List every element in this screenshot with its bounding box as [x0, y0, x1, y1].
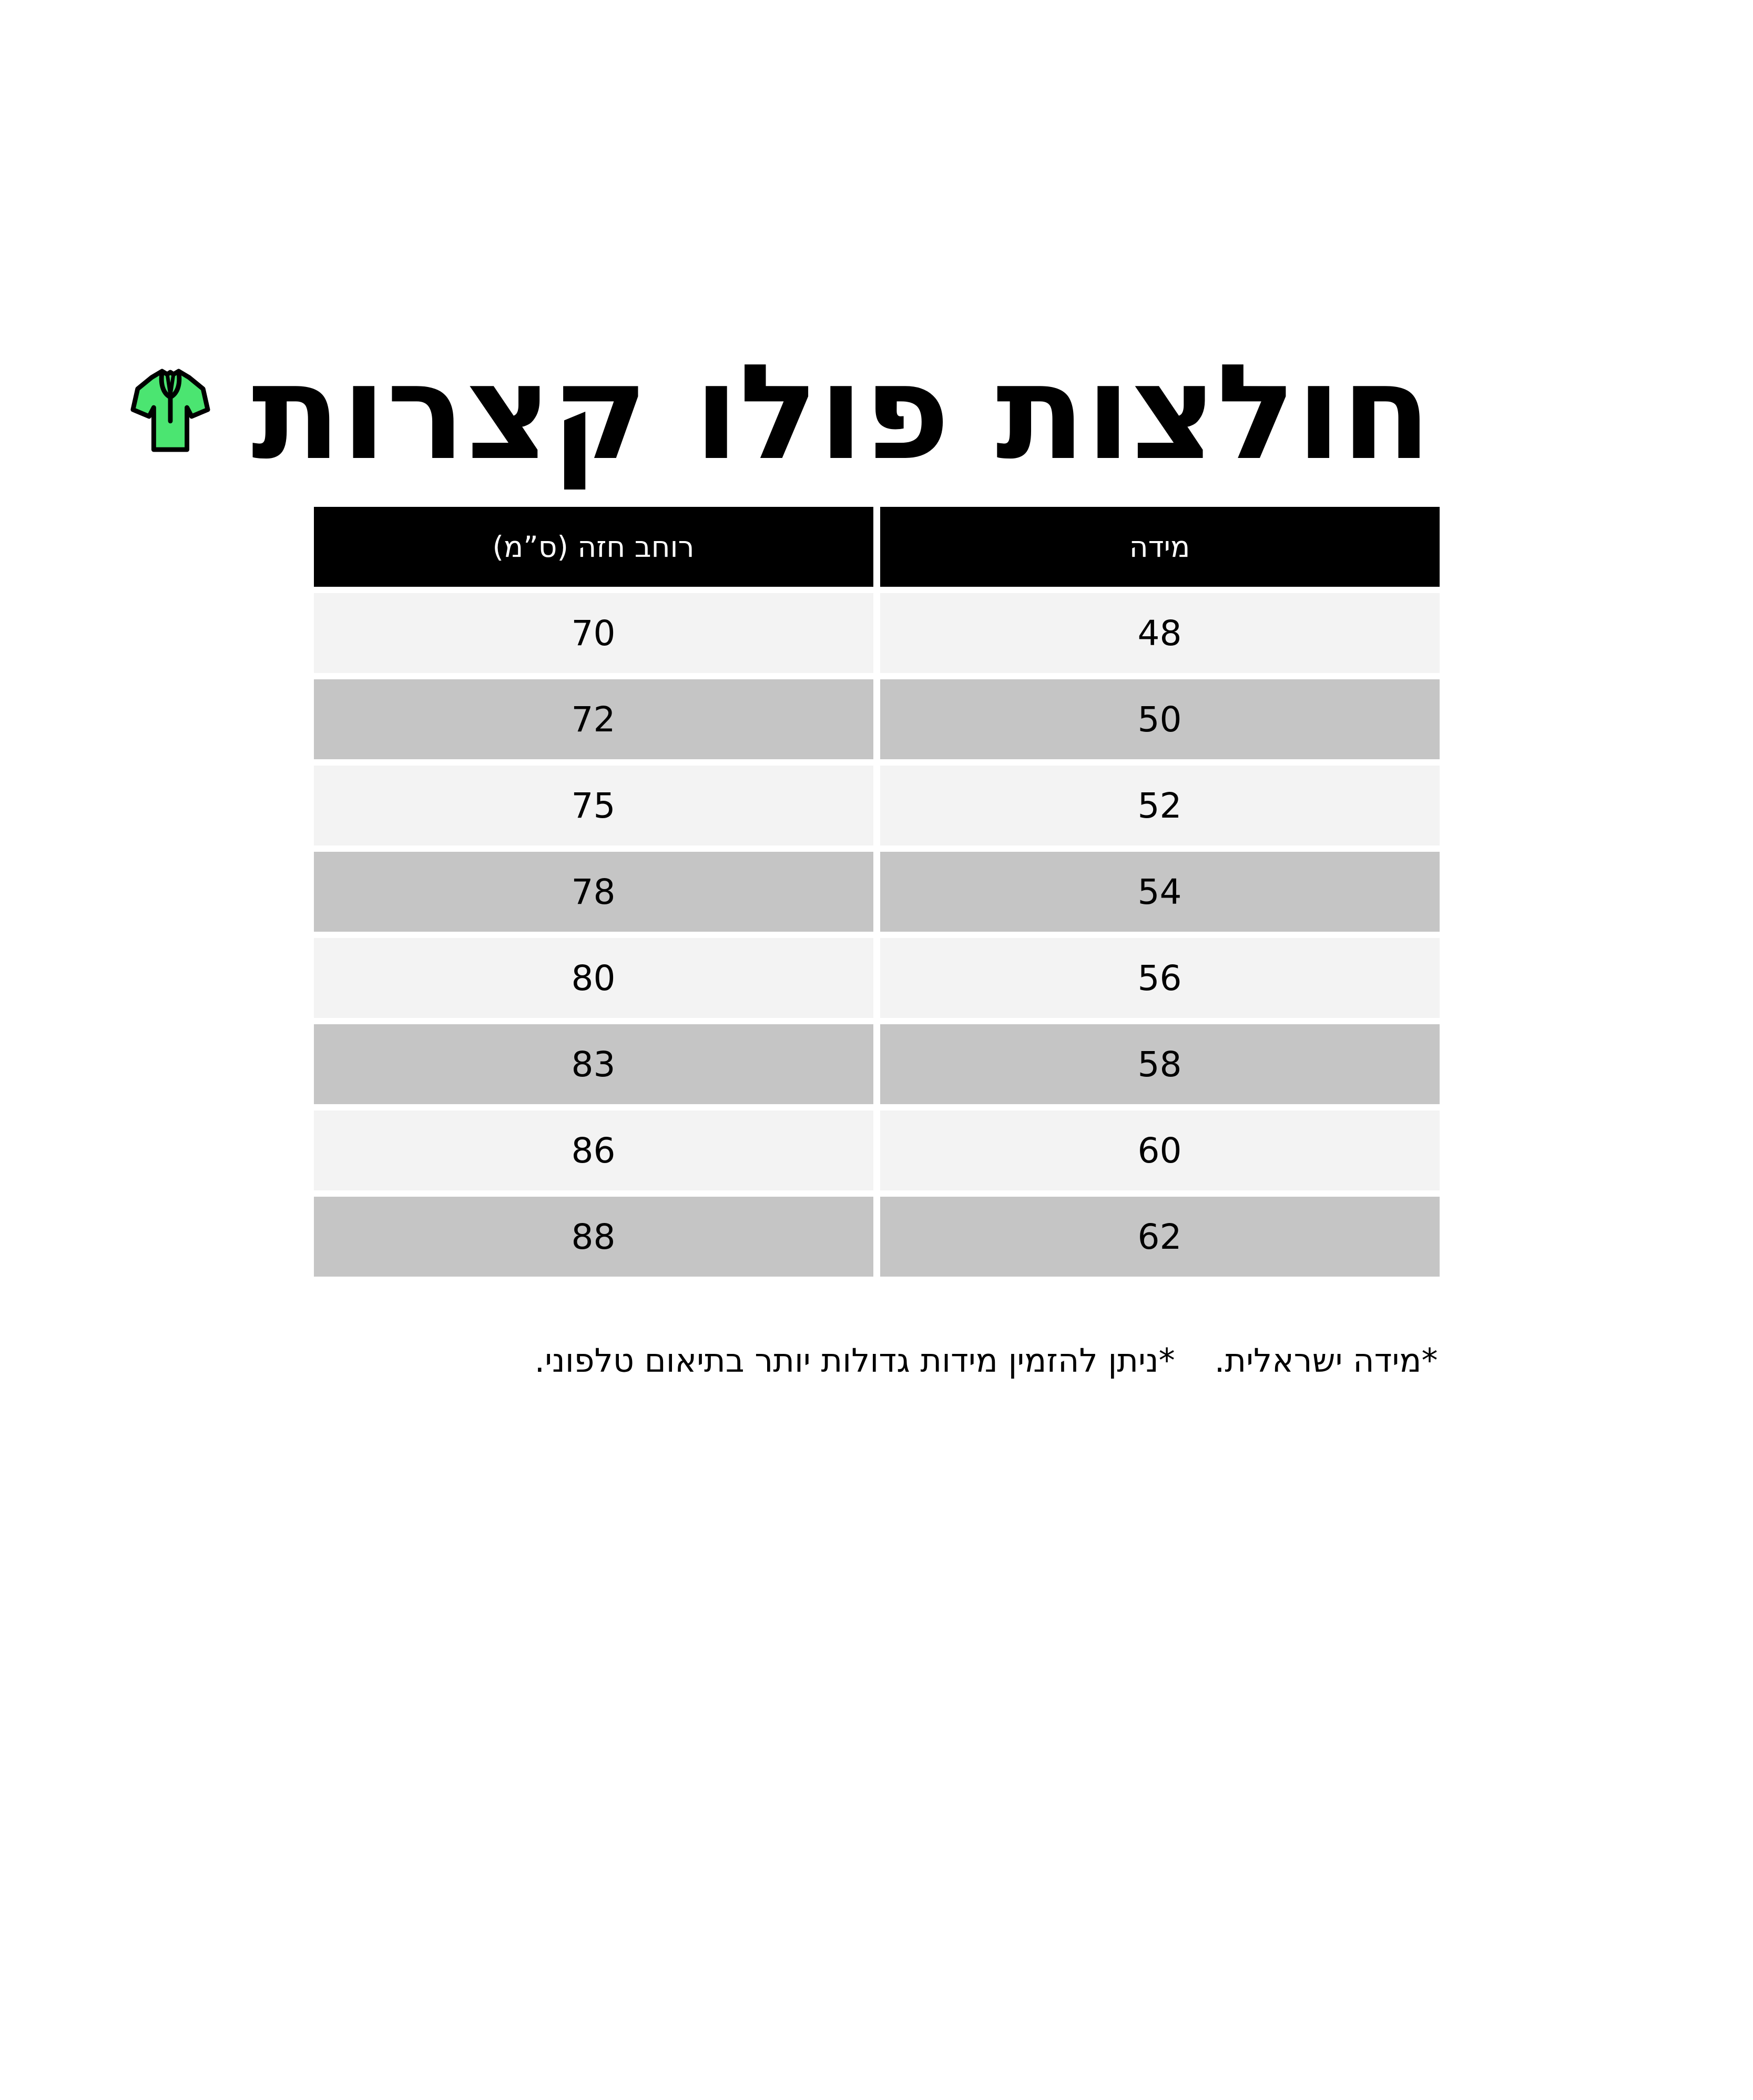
chest-cell: 83	[314, 1024, 873, 1104]
polo-shirt-icon	[129, 368, 212, 457]
chest-cell: 80	[314, 938, 873, 1018]
content-column	[251, 336, 1440, 1380]
size-cell: 54	[880, 852, 1440, 932]
size-chart-page	[0, 336, 1753, 2100]
size-cell: 56	[880, 938, 1440, 1018]
size-cell: 60	[880, 1110, 1440, 1190]
chest-cell: 72	[314, 679, 873, 759]
chest-cell: 78	[314, 852, 873, 932]
chest-cell: 88	[314, 1197, 873, 1277]
chest-column-header: רוחב חזה (ס”מ)	[314, 507, 873, 587]
page-title: חולצות פולו קצרות	[251, 336, 1432, 489]
chest-cell: 75	[314, 766, 873, 845]
footnote-israeli-size: *מידה ישראלית.	[1214, 1341, 1438, 1380]
size-cell: 50	[880, 679, 1440, 759]
size-cell: 48	[880, 593, 1440, 673]
footnote-larger-sizes: *ניתן להזמין מידות גדולות יותר בתיאום טלפוני.	[534, 1341, 1175, 1380]
chest-cell: 70	[314, 593, 873, 673]
size-cell: 58	[880, 1024, 1440, 1104]
title-row	[251, 336, 1440, 489]
size-table	[314, 507, 1440, 1277]
size-cell: 52	[880, 766, 1440, 845]
size-column-header: מידה	[880, 507, 1440, 587]
chest-cell: 86	[314, 1110, 873, 1190]
footnotes-line	[314, 1341, 1440, 1380]
size-cell: 62	[880, 1197, 1440, 1277]
